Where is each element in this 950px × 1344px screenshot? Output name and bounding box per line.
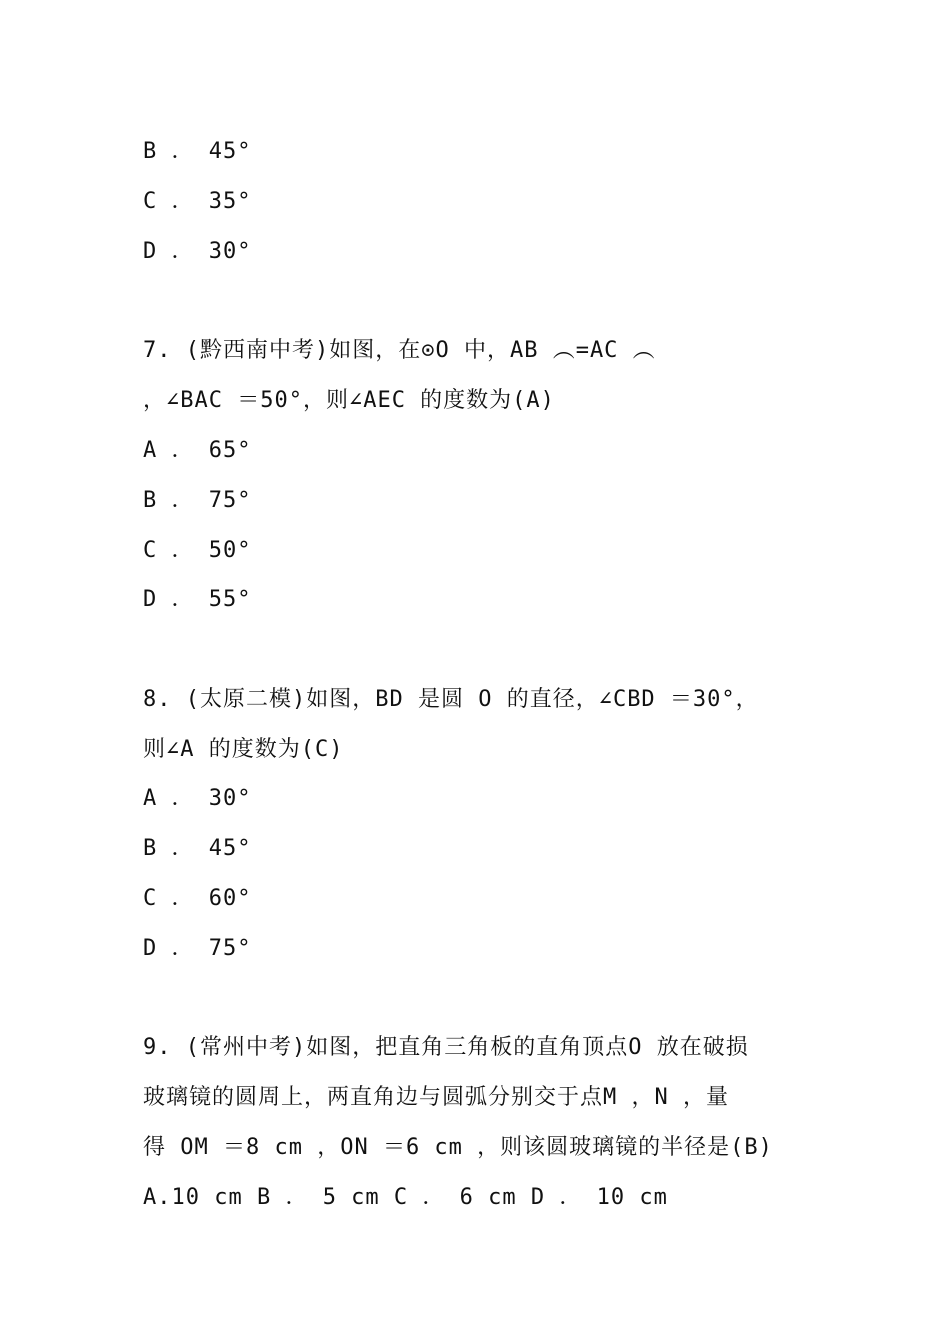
q7-stem-line1: 7. (黔西南中考)如图，在⊙O 中，AB ︵=AC ︵: [143, 338, 656, 363]
q7-option-b: B ． 75°: [143, 488, 252, 513]
q8-option-a: A ． 30°: [143, 786, 252, 811]
q6-option-b: B ． 45°: [143, 139, 252, 164]
q9-options: A.10 cm B ． 5 cm C ． 6 cm D ． 10 cm: [143, 1185, 668, 1210]
q6-option-d: D ． 30°: [143, 239, 252, 264]
q7-option-a: A ． 65°: [143, 438, 252, 463]
q9-stem-line2: 玻璃镜的圆周上，两直角边与圆弧分别交于点M ，N ，量: [143, 1085, 729, 1110]
q8-option-d: D ． 75°: [143, 936, 252, 961]
q8-option-b: B ． 45°: [143, 836, 252, 861]
q8-option-c: C ． 60°: [143, 886, 252, 911]
q7-stem-line2: ，∠BAC ＝50°，则∠AEC 的度数为(A): [143, 388, 555, 413]
q8-stem-line2: 则∠A 的度数为(C): [143, 737, 344, 762]
q9-stem-line3: 得 OM ＝8 cm ，ON ＝6 cm ，则该圆玻璃镜的半径是(B): [143, 1135, 773, 1160]
q8-stem-line1: 8. (太原二模)如图，BD 是圆 O 的直径，∠CBD ＝30°，: [143, 687, 759, 712]
q6-option-c: C ． 35°: [143, 189, 252, 214]
q9-stem-line1: 9. (常州中考)如图，把直角三角板的直角顶点O 放在破损: [143, 1035, 749, 1060]
q7-option-c: C ． 50°: [143, 538, 252, 563]
q7-option-d: D ． 55°: [143, 587, 252, 612]
